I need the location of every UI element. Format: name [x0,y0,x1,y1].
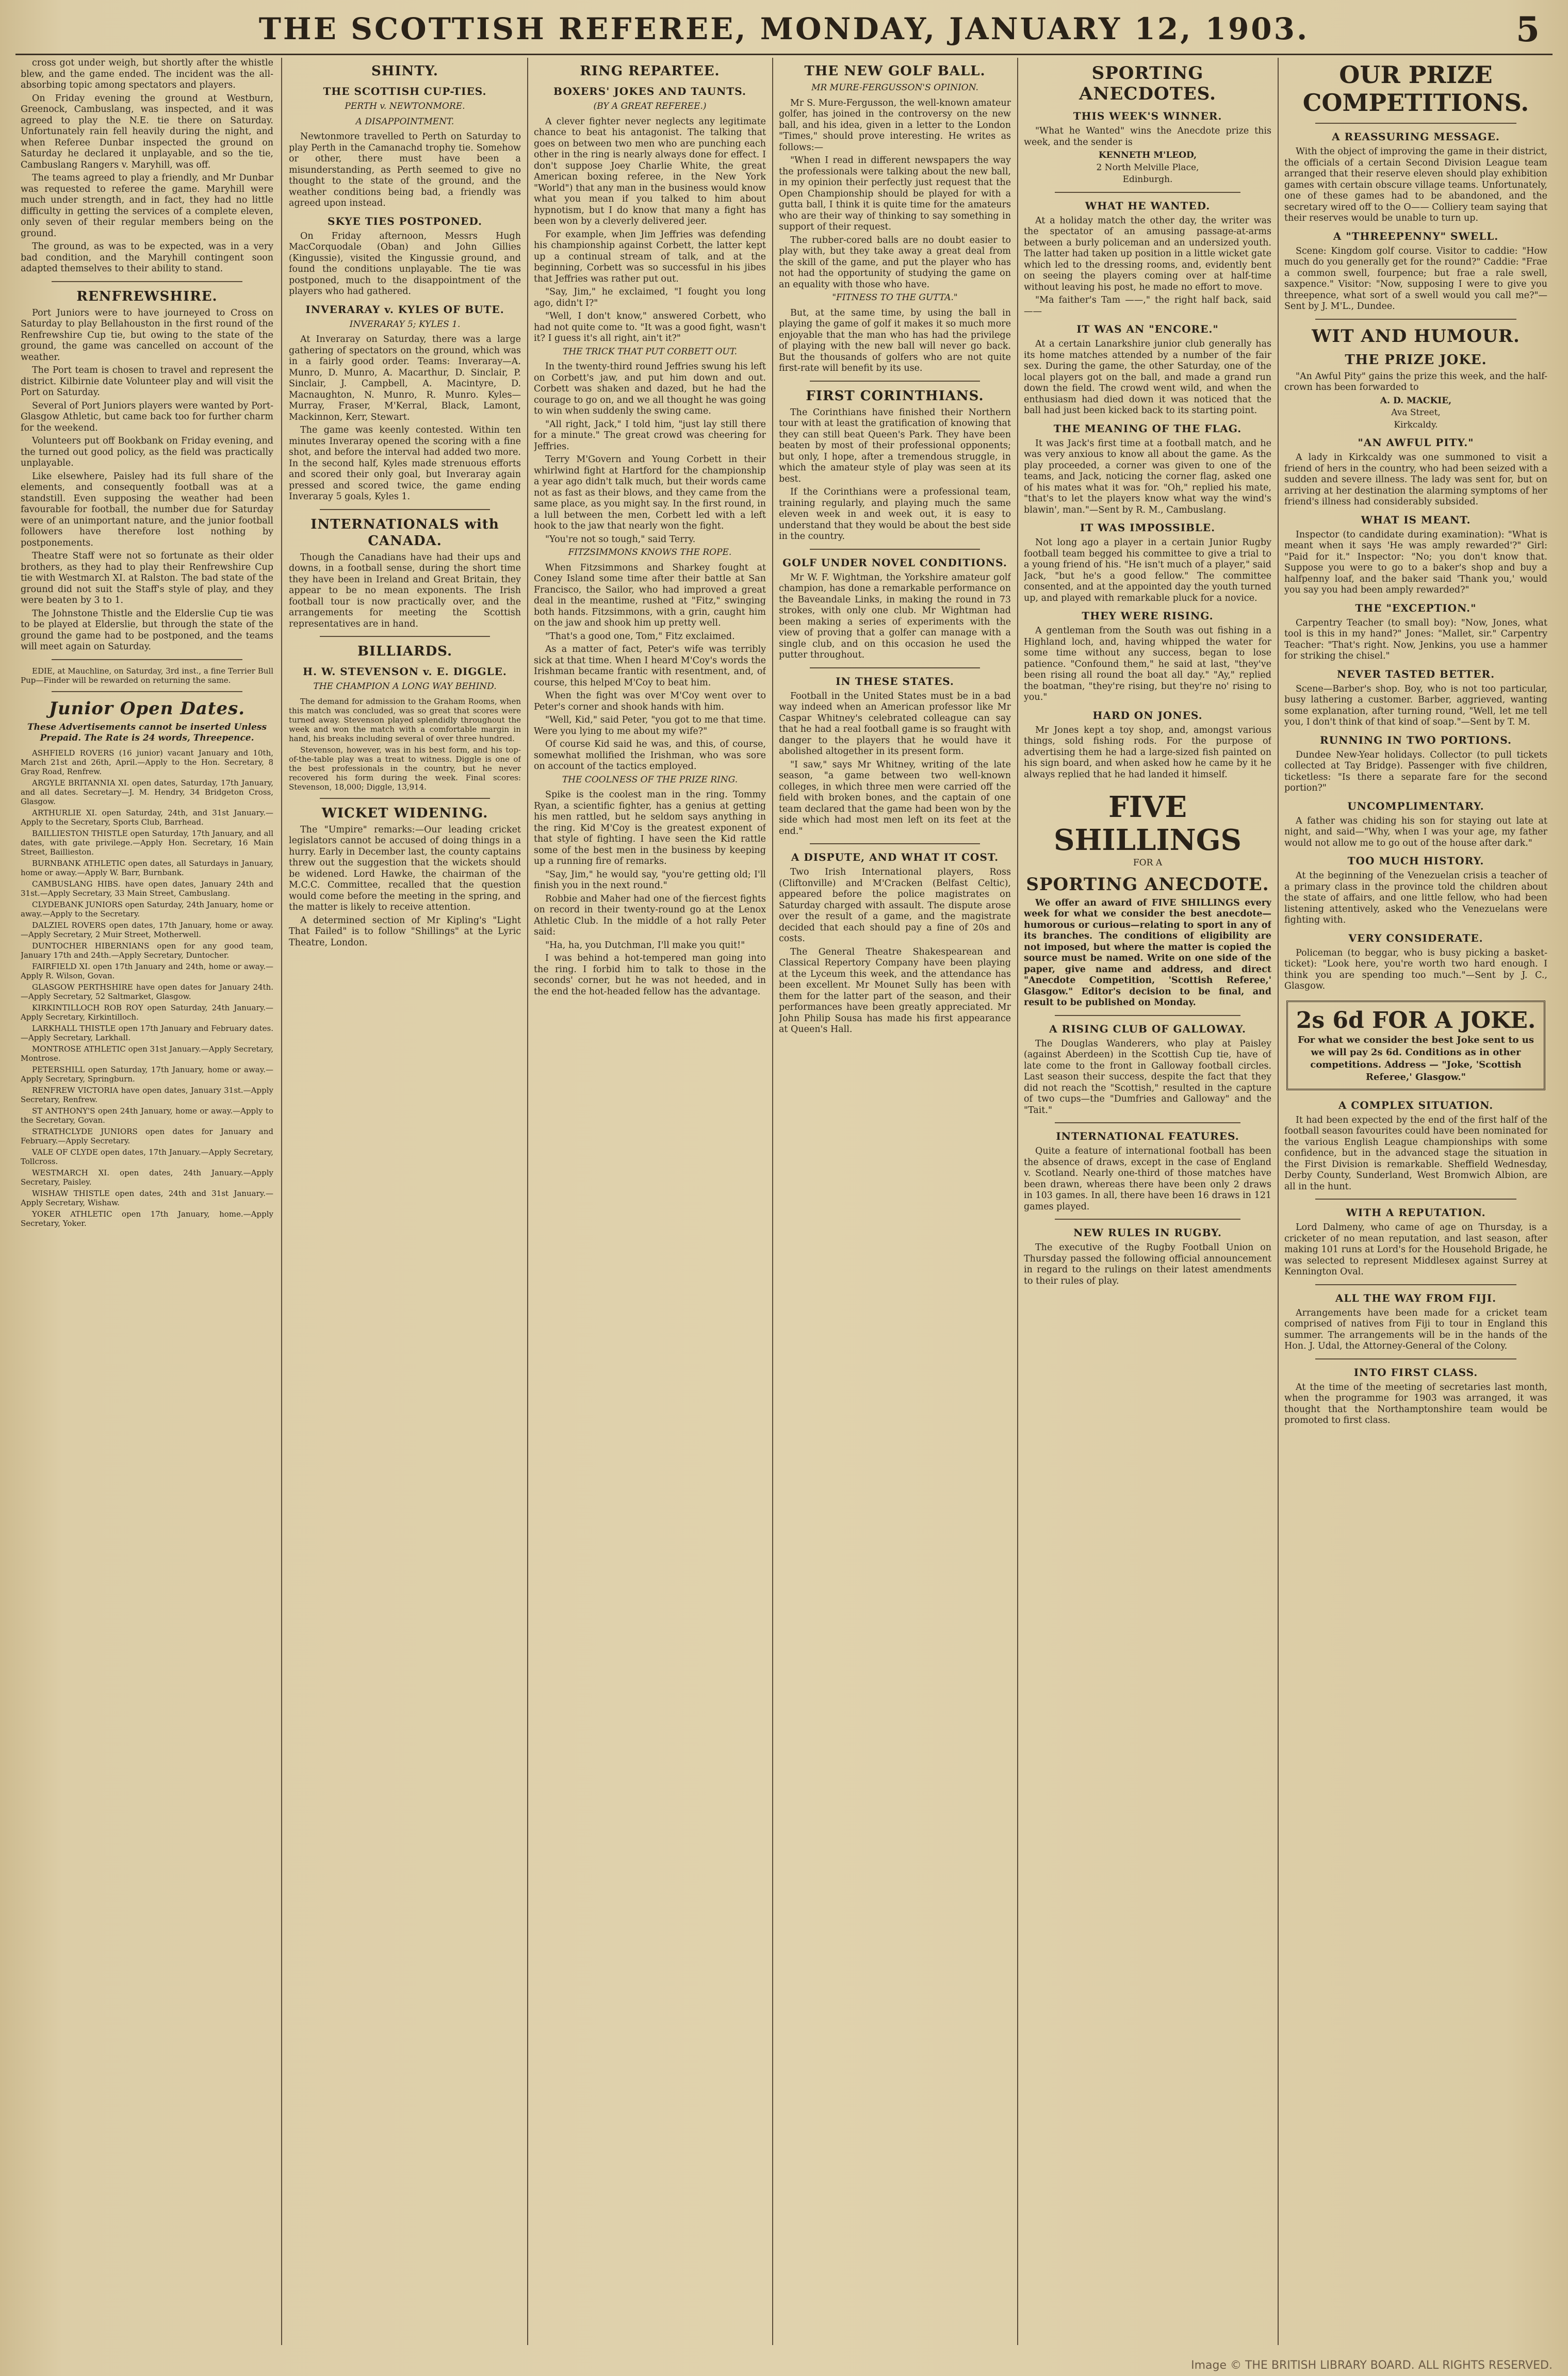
open-date-entry: BURNBANK ATHLETIC open dates, all Saturdays in January, home or away.—Apply W. Barr, Burnbank. [21,858,273,877]
open-date-entry: BAILLIESTON THISTLE open Saturday, 17th January, and all dates, with gate privilege.—Apply Hon. Secretary, 16 Main Street, Baillieston. [21,828,273,857]
subheading: THE MEANING OF THE FLAG. [1053,422,1242,435]
subheading: THE SCOTTISH CUP-TIES. [323,85,487,97]
article-text: In the twenty-third round Jeffries swung his left on Corbett's jaw, and put him down and out. Corbett was shaken and dazed, but he had the courage to go on, and we all thought he was going to win when suddenly the swing came. [534,362,766,416]
article-text: "An Awful Pity" gains the prize this week, and the half-crown has been forwarded to [1284,371,1547,392]
divider [1055,1219,1240,1220]
divider [320,509,490,510]
article-text: "What he Wanted" wins the Anecdote prize this week, and the sender is [1024,126,1271,148]
article-text: "Well, Kid," said Peter, "you got to me that time. Were you lying to me about my wife?" [534,715,766,736]
column-divider [1278,58,1279,2345]
winner-address: Edinburgh. [1122,174,1173,185]
open-date-entry: KIRKINTILLOCH ROB ROY open Saturday, 24th January.—Apply Secretary, Kirkintilloch. [21,1003,273,1022]
joke-prize-rules: For what we consider the best Joke sent to us we will pay 2s 6d. Conditions as in other competitions. Address — "Joke, 'Scottish Referee,' Glasgow." [1297,1034,1534,1083]
competition-rules: We offer an award of FIVE SHILLINGS every week for what we consider the best anecdote—humorous or curious—relating to sport in any of its branches. The conditions of eligibility are not imposed, but where the matter is copied the source must be named. Write on one side of the paper, give name and address, and direct "Anecdote Competition, 'Scottish Referee,' Glasgow." Editor's decision to be final, and result to be published on Monday. [1024,897,1271,1008]
article-text: The game was keenly contested. Within ten minutes Inveraray opened the scoring with a fine shot, and before the interval had added two more. In the second half, Kyles made strenuous efforts and scored their only goal, but Inveraray again pressed and scored twice, the game ending Inveraray 5 goals, Kyles 1. [289,425,521,502]
open-date-entry: ASHFIELD ROVERS (16 junior) vacant January and 10th, March 21st and 26th, April.—Apply to the Hon. Secretary, 8 Gray Road, Renfrew. [21,748,273,776]
subheading: SKYE TIES POSTPONED. [327,215,483,227]
divider [1055,1015,1240,1016]
article-text: When the fight was over M'Coy went over to Peter's corner and shook hands with him. [534,691,766,712]
copyright-footer: Image © THE BRITISH LIBRARY BOARD. ALL RIGHTS RESERVED. [1191,2359,1553,2372]
section-heading: A DISPUTE, AND WHAT IT COST. [791,851,999,863]
subheading: THE TRICK THAT PUT CORBETT OUT. [563,346,737,357]
article-text: Arrangements have been made for a cricket team comprised of natives from Fiji to tour in England this summer. The arrangements will be in the hands of the Hon. J. Udal, the Attorney-General of the Colony. [1284,1307,1547,1351]
winner-name: A. D. MACKIE, [1380,395,1452,406]
article-text: The ground, as was to be expected, was in a very bad condition, and the Maryhill contingent soon adapted themselves to their ability to stand. [21,241,273,274]
divider [1315,1284,1516,1285]
article-text: But, at the same time, by using the ball in playing the game of golf it makes it so much more enjoyable that the man who has had the privilege of playing with the new ball will never go back. But the thousands of golfers who are not quite first-rate will benefit by its use. [779,307,1011,373]
article-text: "That's a good one, Tom," Fitz exclaimed. [545,631,735,642]
section-heading: INTERNATIONALS with CANADA. [311,516,499,549]
article-text: "When I read in different newspapers the way the professionals were talking about the new ball, in my opinion their perfectly just request that the Open Championship should be played for with a gutta ball, I think it is quite time for the amateurs who are their way of thinking to say something in support of their request. [779,155,1011,232]
article-text: "All right, Jack," I told him, "just lay still there for a minute." The great crowd was cheering for Jeffries. [534,419,766,452]
masthead-rule [15,54,1553,55]
divider [52,659,242,660]
subheading: THE "EXCEPTION." [1355,601,1477,614]
joke-prize-heading: 2s 6d FOR A JOKE. [1296,1007,1536,1034]
divider [1055,192,1240,193]
open-date-entry: YOKER ATHLETIC open 17th January, home.—Apply Secretary, Yoker. [21,1209,273,1228]
subheading: RUNNING IN TWO PORTIONS. [1320,733,1512,746]
subheading: THE COOLNESS OF THE PRIZE RING. [562,774,738,785]
subheading: "FITNESS TO THE GUTTA." [832,292,958,303]
article-text: cross got under weigh, but shortly after the whistle blew, and the game ended. The incident was the all-absorbing topic among spectators and players. [21,58,273,90]
column-divider [281,58,282,2345]
subheading: BOXERS' JOKES AND TAUNTS. [553,85,746,97]
subheading: THIS WEEK'S WINNER. [1073,110,1222,122]
article-text: The Port team is chosen to travel and represent the district. Kilbirnie date Volunteer play and will visit the Port on Saturday. [21,365,273,398]
article-text: Terry M'Govern and Young Corbett in their whirlwind fight at Hartford for the championship a year ago didn't talk much, but their words came not as fast as their blows, and they came from the same place, as you might say. In the first round, in a lull between the men, Corbett led with a left hook to the jaw that nearly won the fight. [534,454,766,531]
column-3 [534,58,766,2355]
divider [320,798,490,799]
open-date-entry: WESTMARCH XI. open dates, 24th January.—Apply Secretary, Paisley. [21,1168,273,1187]
article-text: Mr S. Mure-Fergusson, the well-known amateur golfer, has joined in the controversy on the new ball, and his idea, given in a letter to the London "Times," should prove interesting. He writes as follows:— [779,97,1011,153]
article-text: With the object of improving the game in their district, the officials of a certain Second Division League team arranged that their reserve eleven should play exhibition games with certain obscure village teams. Unfortunately, one of these games had to be abandoned, and the secretary wired off to the O—— Colliery team saying that their reserves would be unable to turn up. [1284,146,1547,223]
section-heading: Junior Open Dates. [48,698,246,719]
article-text: Two Irish International players, Ross (Cliftonville) and M'Cracken (Belfast Celtic), appeared before the police magistrates on Saturday charged with assault. The dispute arose over the result of a game, and the magistrate decided that each should pay a fine of 20s and costs. [779,867,1011,944]
open-date-entry: ST ANTHONY'S open 24th January, home or away.—Apply to the Secretary, Govan. [21,1106,273,1125]
article-text: For example, when Jim Jeffries was defending his championship against Corbett, the latter kept up a continual stream of talk, and at the beginning, Corbett was so successful in his jibes that Jeffries was rather put out. [534,229,766,284]
section-heading: RING REPARTEE. [580,63,720,79]
article-text: At a certain Lanarkshire junior club generally has its home matches attended by a number of the fair sex. During the game, the other Saturday, one of the local players got on the ball, and made a grand run down the field. The crowd went wild, and when the enthusiasm had died down it was noticed that the ball had just been kicked back to its starting point. [1024,339,1271,416]
article-text: Theatre Staff were not so fortunate as their older brothers, as they had to play their Renfrewshire Cup tie with Westmarch XI. at Ralston. The bad state of the ground did not suit the Staff's style of play, and they were beaten by 3 to 1. [21,551,273,605]
divider [1315,1199,1516,1200]
article-text: The teams agreed to play a friendly, and Mr Dunbar was requested to referee the game. Maryhill were much under strength, and in fact, they had no little difficulty in getting the services of a complete eleven, only seven of their regular members being on the ground. [21,173,273,239]
subheading: WITH A REPUTATION. [1346,1206,1486,1219]
subheading: FITZSIMMONS KNOWS THE ROPE. [568,547,732,558]
article-text: Dundee New-Year holidays. Collector (to pull tickets collected at Tay Bridge). Passenger with five children, ticketless: "Is there a separate fare for the second portion?" [1284,749,1547,793]
subheading: THE PRIZE JOKE. [1345,352,1487,368]
article-text: Scene—Barber's shop. Boy, who is not too particular, busy lathering a customer. Barber, aggrieved, wanting some explanation, after turning round, "Well, let me tell you, I don't think of that kind of soap."—Sent by T. M. [1284,683,1547,727]
article-text: At Inveraray on Saturday, there was a large gathering of spectators on the ground, which was in a fairly good order. Teams: Inveraray—A. Munro, D. Munro, A. Macarthur, D. Sinclair, P. Sinclair, J. Campbell, A. Macintyre, D. Macnaughton, N. Munro, R. Munro. Kyles—Murray, Fraser, M'Kerral, Black, Lamont, Mackinnon, Kerr, Stewart. [289,334,521,422]
article-text: "Say, Jim," he would say, "you're getting old; I'll finish you in the next round." [534,869,766,891]
subheading: "AN AWFUL PITY." [1358,436,1474,449]
column-6 [1284,58,1547,2355]
subheading: MR MURE-FERGUSSON'S OPINION. [811,83,978,93]
article-text: At a holiday match the other day, the writer was the spectator of an amusing passage-at-arms between a burly policeman and an undersized youth. The latter had taken up position in a little wicket gate which led to the dressing rooms, and, evidently bent on seeing the players coming over at half-time without leaving his post, he made no effort to move. [1024,215,1271,292]
subheading: A RISING CLUB OF GALLOWAY. [1049,1022,1246,1035]
article-text: Several of Port Juniors players were wanted by Port-Glasgow Athletic, but came back too for further charm for the weekend. [21,400,273,433]
section-heading: FIRST CORINTHIANS. [806,388,984,404]
divider [320,636,490,637]
article-text: As a matter of fact, Peter's wife was terribly sick at that time. When I heard M'Coy's words the Irishman became frantic with resentment, and, of course, this helped M'Coy to beat him. [534,644,766,688]
article-text: Mr W. F. Wightman, the Yorkshire amateur golf champion, has done a remarkable performance on the Baveandale Links, in making the round in 73 strokes, with only one club. Mr Wightman had been making a series of experiments with the view of proving that a golfer can manage with a single club, and on this occasion he used the putter throughout. [779,572,1011,660]
article-text: At the time of the meeting of secretaries last month, when the programme for 1903 was arranged, it was thought that the Northamptonshire team would be promoted to first class. [1284,1382,1547,1425]
article-text: Port Juniors were to have journeyed to Cross on Saturday to play Bellahouston in the first round of the Renfrewshire Cup tie, but owing to the state of the ground, the game was cancelled on account of the weather. [21,307,273,363]
article-text: Volunteers put off Bookbank on Friday evening, and the turned out good policy, as the field was practically unplayable. [21,436,273,468]
article-text: Quite a feature of international football has been the absence of draws, except in the case of England v. Scotland. Nearly one-third of those matches have been drawn, whereas there have been only 2 draws in 103 games. In all, there have been 16 draws in 121 games played. [1024,1146,1271,1212]
column-2 [289,58,521,2355]
subheading: A COMPLEX SITUATION. [1338,1099,1494,1111]
article-text: "I saw," says Mr Whitney, writing of the late season, "a game between two well-known colleges, in which three men were carried off the field with broken bones, and the captain of one team declared that the game had been won by the side which had most men left on its feet at the end." [779,759,1011,837]
column-divider [772,58,773,2345]
divider [810,549,980,550]
subheading: A DISAPPOINTMENT. [355,116,454,127]
subheading: IT WAS IMPOSSIBLE. [1080,521,1216,534]
section-heading: RENFREWSHIRE. [76,288,218,304]
article-text: "Well, I don't know," answered Corbett, who had not quite come to. "It was a good fight, wasn't it? I guess it's all right, ain't it?" [534,311,766,343]
byline: (BY A GREAT REFEREE.) [593,101,707,111]
divider [810,667,980,668]
prize-competitions-heading: OUR PRIZE COMPETITIONS. [1302,61,1529,117]
article-text: A lady in Kirkcaldy was one summoned to visit a friend of hers in the country, who had been seized with a sudden and severe illness. The lady was sent for, but on arriving at her destination the alarming symptoms of her friend's illness had considerably subsided. [1284,452,1547,507]
subheading: TOO MUCH HISTORY. [1347,855,1484,867]
subheading: H. W. STEVENSON v. E. DIGGLE. [303,665,507,678]
five-shillings-heading: FIVE SHILLINGS [1054,790,1242,857]
subheading: IT WAS AN "ENCORE." [1076,323,1219,335]
subheading: INTO FIRST CLASS. [1353,1366,1478,1379]
article-text: Inspector (to candidate during examination): "What is meant when it says 'He was amply rewarded'?" Girl: "Paid for it." Inspector: "No; you don't know that. Suppose you were to go to a baker's shop and buy a halfpenny loaf, and the baker said 'Thank you,' would you say you had been amply rewarded?" [1284,529,1547,595]
open-date-entry: PETERSHILL open Saturday, 17th January, home or away.—Apply Secretary, Springburn. [21,1064,273,1084]
joke-prize-box [1286,1001,1545,1090]
divider [1315,319,1516,320]
article-text: Though the Canadians have had their ups and downs, in a football sense, during the short time they have been in Ireland and Great Britain, they appear to be no mean exponents. The Irish football tour is now practically over, and the arrangements for meeting the Scottish representatives are in hand. [289,552,521,629]
subheading: INTERNATIONAL FEATURES. [1056,1130,1239,1142]
article-text: Football in the United States must be in a bad way indeed when an American professor like Mr Caspar Whitney's celebrated colleague can say that he had a real football game is so fraught with danger to the players that he would have it abolished altogether in its present form. [779,691,1011,757]
open-date-entry: FAIRFIELD XI. open 17th January and 24th, home or away.—Apply R. Wilson, Govan. [21,961,273,980]
section-heading: IN THESE STATES. [836,675,954,687]
open-date-entry: CLYDEBANK JUNIORS open Saturday, 24th January, home or away.—Apply to the Secretary. [21,899,273,919]
article-text: The demand for admission to the Graham Rooms, when this match was concluded, was so great that scores were turned away. Stevenson played splendidly throughout the week and won the match with a comfortable margin in hand, his breaks including several of over three hundred. [289,696,521,743]
section-heading: SPORTING ANECDOTES. [1079,63,1216,104]
divider [1315,1358,1516,1359]
subheading: PERTH v. NEWTONMORE. [345,101,465,111]
notice-text: EDIE, at Mauchline, on Saturday, 3rd inst., a fine Terrier Bull Pup—Finder will be rewarded on returning the same. [21,666,273,685]
article-text: The Corinthians have finished their Northern tour with at least the gratification of knowing that they can still beat Queen's Park. They have been beaten by most of their professional opponents; but only, I hope, after a tremendous struggle, in which the amateur style of play was seen at its best. [779,407,1011,484]
article-text: A gentleman from the South was out fishing in a Highland loch, and, having whipped the water for some time without any success, began to lose patience. "Confound them," he said at last, "they've been rising all round the boat all day." "Ay," replied the boatman, "they're rising, but they're no' rising to you." [1024,626,1271,702]
open-date-entry: VALE OF CLYDE open dates, 17th January.—Apply Secretary, Tollcross. [21,1147,273,1166]
article-text: Spike is the coolest man in the ring. Tommy Ryan, a scientific fighter, has a genius at getting his men rattled, but he seldom says anything in the ring. Kid M'Coy is the greatest exponent of that style of fighting. I have seen the Kid rattle some of the best men in the business by keeping up a running fire of remarks. [534,790,766,866]
column-divider [1017,58,1018,2345]
five-shillings-sub: SPORTING ANECDOTE. [1026,874,1269,895]
winner-address: 2 North Melville Place, [1096,162,1199,173]
article-text: Policeman (to beggar, who is busy picking a basket-ticket): "Look here, you're worth two hard enough. I think you are spending too much."—Sent by J. C., Glasgow. [1284,947,1547,991]
article-text: Lord Dalmeny, who came of age on Thursday, is a cricketer of no mean reputation, and last season, after making 101 runs at Lord's for the Household Brigade, he was selected to represent Middlesex against Surrey at Kennington Oval. [1284,1222,1547,1277]
five-shillings-for: FOR A [1133,858,1163,868]
divider [52,691,242,692]
divider [1055,1122,1240,1123]
article-text: At the beginning of the Venezuelan crisis a teacher of a primary class in the province told the children about the state of affairs, and one little fellow, who had been listening attentively, asked who the Venezuelans were fighting with. [1284,871,1547,925]
subheading: VERY CONSIDERATE. [1348,931,1483,944]
open-date-entry: WISHAW THISTLE open dates, 24th and 31st January.—Apply Secretary, Wishaw. [21,1188,273,1207]
open-date-entry: LARKHALL THISTLE open 17th January and February dates.—Apply Secretary, Larkhall. [21,1023,273,1042]
article-text: Carpentry Teacher (to small boy): "Now, Jones, what tool is this in my hand?" Jones: "Mallet, sir." Carpentry Teacher: "That's right. Now, Jenkins, you use a hammer for striking the chisel." [1284,617,1547,661]
article-text: "Say, Jim," he exclaimed, "I fought you long ago, didn't I?" [534,287,766,308]
article-text: Not long ago a player in a certain Junior Rugby football team begged his committee to give a trial to a young friend of his. "He isn't much of a player," said Jack, "but he's a good fellow." The committee consented, and at the appointed day the youth turned up, and played with remarkable pluck for a novice. [1024,537,1271,603]
article-text: If the Corinthians were a professional team, training regularly, and playing much the same eleven week in and week out, it is easy to understand that they would be about the best side in the country. [779,487,1011,542]
section-heading: WICKET WIDENING. [321,805,488,821]
column-1 [21,58,273,2355]
article-text: "Ma faither's Tam ——," the right half back, said —— [1024,295,1271,317]
article-text: The "Umpire" remarks:—Our leading cricket legislators cannot be accused of doing things in a hurry. Early in December last, the county captains threw out the suggestion that the wickets should be widened. Lord Hawke, the chairman of the M.C.C. Committee, recalled that the question would come before the meeting in the spring, and the matter is likely to receive attention. [289,824,521,912]
article-text: The rubber-cored balls are no doubt easier to play with, but they take away a great deal from the skill of the game, and put the player who has not had the opportunity of studying the game on an equality with those who have. [779,235,1011,290]
winner-name: KENNETH M'LEOD, [1098,150,1197,160]
subheading: THEY WERE RISING. [1082,610,1214,622]
open-date-entry: ARTHURLIE XI. open Saturday, 24th, and 31st January.—Apply to the Secretary, Sports Club, Barrhead. [21,808,273,827]
subheading: WHAT HE WANTED. [1085,199,1211,212]
section-heading: THE NEW GOLF BALL. [804,63,986,79]
divider [1315,123,1516,124]
subheading: ALL THE WAY FROM FIJI. [1335,1291,1497,1304]
article-text: The Douglas Wanderers, who play at Paisley (against Aberdeen) in the Scottish Cup tie, have of late come to the front in Galloway football circles. Last season their success, despite the fact that they did not reach the "Scottish," resulted in the capture of two cups—the "Dumfries and Galloway" and the "Tait." [1024,1038,1271,1116]
article-text: Of course Kid said he was, and this, of course, somewhat mollified the Irishman, who was sore on account of the tactics employed. [534,739,766,772]
divider [810,843,980,844]
subheading: INVERARAY 5; KYLES 1. [349,319,461,330]
article-text: On Friday evening the ground at Westburn, Greenock, Cambuslang, was inspected, and it was agreed to play the N.E. tie there on Saturday. Unfortunately rain fell heavily during the night, and when Referee Dunbar inspected the ground on Saturday he declared it unplayable, and so the tie, Cambuslang Rangers v. Maryhill, was off. [21,93,273,170]
section-heading: WIT AND HUMOUR. [1312,325,1520,347]
column-divider [527,58,528,2345]
section-heading: GOLF UNDER NOVEL CONDITIONS. [782,556,1007,569]
section-heading: SHINTY. [371,63,438,79]
subheading: A REASSURING MESSAGE. [1332,130,1500,143]
winner-address: Kirkcaldy. [1394,419,1438,430]
article-text: The executive of the Rugby Football Union on Thursday passed the following official announcement in regard to the rulings on their latest amendments to their rules of play. [1024,1242,1271,1286]
open-date-entry: STRATHCLYDE JUNIORS open dates for January and February.—Apply Secretary. [21,1126,273,1145]
article-text: I was behind a hot-tempered man going into the ring. I forbid him to talk to those in the seconds' corner, but he was not heeded, and in the end the hot-headed fellow has the advantage. [534,953,766,997]
article-text: Mr Jones kept a toy shop, and, amongst various things, sold fishing rods. For the purpose of advertising them he had a large-sized fish painted on his sign board, and when asked how he came by it he always replied that he had landed it himself. [1024,725,1271,780]
page-number: 5 [1516,9,1540,50]
article-text: On Friday afternoon, Messrs Hugh MacCorquodale (Oban) and John Gillies (Kingussie), visited the Kingussie ground, and found the conditions unplayable. The tie was postponed, much to the disappointment of the players who had gathered. [289,231,521,297]
divider [810,381,980,382]
article-text: A determined section of Mr Kipling's "Light That Failed" is to follow "Shillings" at the Lyric Theatre, London. [289,915,521,948]
article-text: A clever fighter never neglects any legitimate chance to beat his antagonist. The talking that goes on between two men who are punching each other in the ring is nearly always done for effect. I don't suppose Joey Charlie White, the great American boxing referee, in the New York "World") that any man in the business would know what you mean if you talked to him about hypnotism, but I do know that many a fight has been won by a cleverly delivered jeer. [534,116,766,226]
article-text: When Fitzsimmons and Sharkey fought at Coney Island some time after their battle at San Francisco, the Sailor, who had improved a great deal in the meantime, rushed at "Fitz," swinging both hands. Fitzsimmons, with a grin, caught him on the jaw and shook him up pretty well. [534,562,766,628]
open-date-entry: MONTROSE ATHLETIC open 31st January.—Apply Secretary, Montrose. [21,1044,273,1063]
article-text: Newtonmore travelled to Perth on Saturday to play Perth in the Camanachd trophy tie. Somehow or other, there must have been a misunderstanding, as Perth seemed to give no thought to the state of the ground, and the weather conditions being bad, a friendly was agreed upon instead. [289,132,521,208]
article-text: "You're not so tough," said Terry. [545,534,696,545]
open-date-entry: RENFREW VICTORIA have open dates, January 31st.—Apply Secretary, Renfrew. [21,1085,273,1104]
article-text: Like elsewhere, Paisley had its full share of the elements, and consequently football was at a standstill. Even supposing the weather had been favourable for football, the number due for Saturday were of an unimportant nature, and the junior football followers have therefore lost nothing by postponements. [21,471,273,548]
subheading: INVERARAY v. KYLES OF BUTE. [305,303,504,316]
subheading: WHAT IS MEANT. [1361,513,1471,526]
column-4 [779,58,1011,2355]
article-text: Scene: Kingdom golf course. Visitor to caddie: "How much do you generally get for the round?" Caddie: "Frae a common swell, fourpence; but frae a rale swell, saxpence." Visitor: "Now, supposing I were to give you threepence, what sort of a swell would you call me?"—Sent by J. M'L., Dundee. [1284,245,1547,312]
winner-address: Ava Street, [1391,407,1441,418]
column-5 [1024,58,1271,2355]
article-text: The General Theatre Shakespearean and Classical Repertory Company have been playing at the Lyceum this week, and the attendance has been excellent. Mr Mounet Sully has been with them for the latter part of the season, and their performances have been greatly appreciated. Mr John Philip Sousa has made his first appearance at Queen's Hall. [779,946,1011,1035]
subheading: HARD ON JONES. [1092,709,1203,722]
article-text: The Johnstone Thistle and the Elderslie Cup tie was to be played at Elderslie, but through the state of the ground the game had to be postponed, and the teams will meet again on Saturday. [21,608,273,652]
open-date-entry: GLASGOW PERTHSHIRE have open dates for January 24th.—Apply Secretary, 52 Saltmarket, Glasgow. [21,982,273,1001]
divider [52,281,242,282]
masthead [0,0,1568,50]
subheading: UNCOMPLIMENTARY. [1347,799,1484,812]
open-date-entry: ARGYLE BRITANNIA XI. open dates, Saturday, 17th January, and all dates. Secretary—J. M. Hendry, 34 Bridgeton Cross, Glasgow. [21,778,273,806]
subheading: A "THREEPENNY" SWELL. [1333,230,1499,242]
article-text: Robbie and Maher had one of the fiercest fights on record in their twenty-round go at the Lenox Athletic Club. In the middle of a hot rally Peter said: [534,893,766,937]
open-date-entry: CAMBUSLANG HIBS. have open dates, January 24th and 31st.—Apply Secretary, 33 Main Street, Cambuslang. [21,879,273,898]
subheading: NEW RULES IN RUGBY. [1073,1226,1222,1239]
section-note: These Advertisements cannot be inserted Unless Prepaid. The Rate is 24 words, Threepence. [27,722,267,743]
masthead-title: THE SCOTTISH REFEREE, MONDAY, JANUARY 12, 1903. [258,11,1310,46]
subheading: THE CHAMPION A LONG WAY BEHIND. [313,681,497,692]
article-text: It had been expected by the end of the first half of the football season favourites could have been nominated for the various English League championships with some confidence, but in the advanced stage the situation in the First Division is remarkable. Sheffield Wednesday, Derby County, Sunderland, West Bromwich Albion, are all in the hunt. [1284,1115,1547,1192]
article-text: A father was chiding his son for staying out late at night, and said—"Why, when I was your age, my father would not allow me to go out of the house after dark." [1284,815,1547,848]
open-dates-list [21,748,273,1228]
article-text: Stevenson, however, was in his best form, and his top-of-the-table play was a treat to witness. Diggle is one of the best professionals in the country, but he never recovered his form during the week. Final scores: Stevenson, 18,000; Diggle, 13,914. [289,745,521,792]
article-text: "Ha, ha, you Dutchman, I'll make you quit!" [545,940,745,951]
section-heading: BILLIARDS. [357,644,453,659]
article-text: It was Jack's first time at a football match, and he was very anxious to know all about the game. As the play proceeded, a corner was given to one of the teams, and Jack, noticing the corner flag, asked one of his mates what it was for. "Oh," replied his mate, "that's to let the players know what way the wind's blawin', man."—Sent by R. M., Cambuslang. [1024,438,1271,515]
open-date-entry: DUNTOCHER HIBERNIANS open for any good team, January 17th and 24th.—Apply Secretary, Duntocher. [21,941,273,960]
subheading: NEVER TASTED BETTER. [1336,667,1495,680]
open-date-entry: DALZIEL ROVERS open dates, 17th January, home or away.—Apply Secretary, 2 Muir Street, Motherwell. [21,920,273,939]
